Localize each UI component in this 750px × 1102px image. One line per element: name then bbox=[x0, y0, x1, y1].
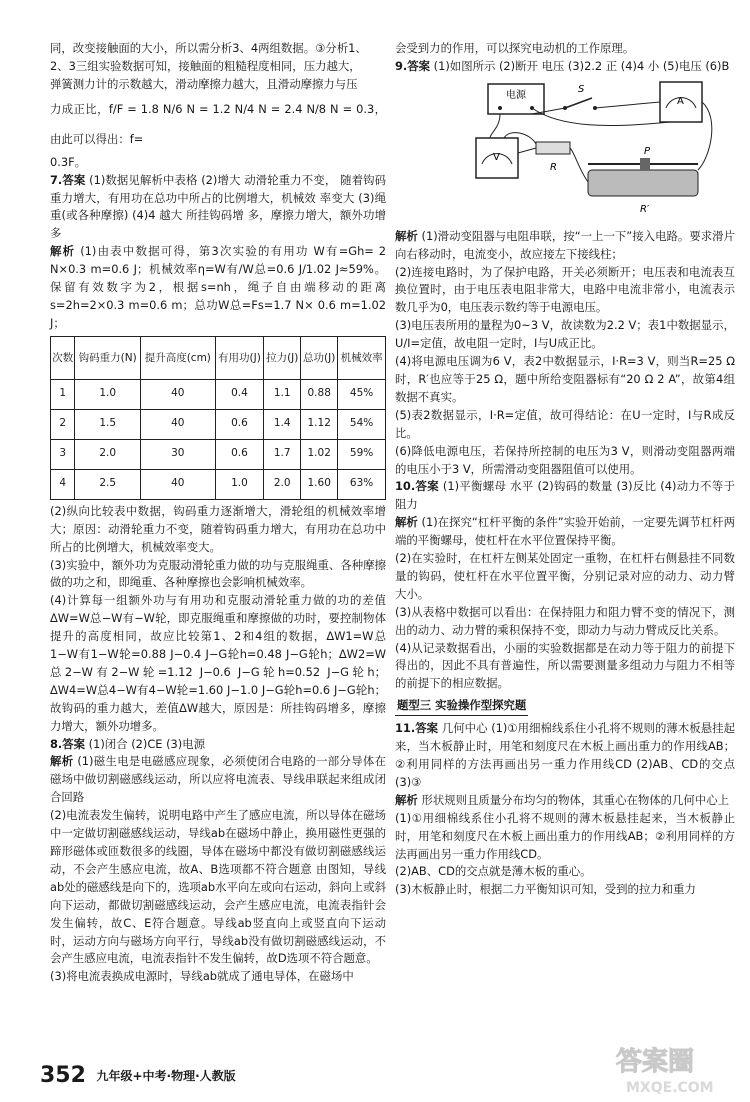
rheostat-label: R′ bbox=[640, 203, 650, 215]
table-cell: 1.4 bbox=[264, 409, 301, 439]
text-line: 会受到力的作用，可以探究电动机的工作原理。 bbox=[395, 41, 635, 55]
q11-analysis-4: (3)木板静止时，根据二力平衡知识可知，受到的拉力和重力 bbox=[395, 882, 696, 897]
q9-answer-text: (1)如图所示 (2)断开 电压 (3)2.2 正 (4)4 小 (5)电压 (6)B bbox=[433, 58, 730, 73]
table-cell: 63% bbox=[338, 469, 386, 499]
q11-analysis bbox=[395, 792, 735, 810]
table-header: 机械效率 bbox=[338, 336, 386, 379]
power-label: 电源 bbox=[506, 89, 526, 101]
rheostat-icon bbox=[588, 170, 698, 196]
analysis-label: 解析 bbox=[50, 244, 76, 259]
ammeter-label: A bbox=[677, 95, 684, 107]
q10-analysis-3: (3)从表格中数据可以看出：在保持阻力和阻力臂不变的情况下，测出的动力、动力臂的乘积保持不变，即动力与动力臂成反比关系。 bbox=[395, 604, 735, 637]
q8-label: 8.答案 bbox=[50, 736, 86, 751]
table-cell: 4 bbox=[51, 469, 75, 499]
q9-analysis-3: (3)电压表所用的量程为0~3 V，故读数为2.2 V；表1中数据显示，U/I=定值，故电阻一定时，I与U成正比。 bbox=[395, 318, 735, 351]
text-line: 0.3F。 bbox=[50, 154, 87, 169]
q7-answer-line: (1)数据见解析中表格 (2)增大 动滑轮重力不变， bbox=[89, 172, 337, 187]
slider-label: P bbox=[644, 145, 651, 157]
text-line: 2、3三组实验数据可知，接触面的粗糙程度相同，压力越大， bbox=[50, 58, 361, 73]
q10-label: 10.答案 bbox=[395, 479, 439, 494]
left-column bbox=[50, 40, 386, 986]
table-cell: 40 bbox=[141, 379, 216, 409]
analysis-text: 0.6 m=1.02 J； bbox=[50, 297, 386, 330]
table-cell: 40 bbox=[141, 469, 216, 499]
text-line: 同，改变接触面的大小，所以需分析3、4两组数据。③分析1、 bbox=[50, 41, 367, 55]
analysis-text: (1)由表中数据可得，第3次实验的有用功 W有=Gh= bbox=[80, 244, 374, 259]
right-column bbox=[395, 40, 735, 899]
table-row bbox=[51, 469, 386, 499]
table-cell: 1 bbox=[51, 379, 75, 409]
table-row bbox=[51, 379, 386, 409]
switch-label: S bbox=[578, 83, 585, 95]
q7-answer-line: 随着钩码重力增大，有用功在总功中所占的比例增大，机械效 bbox=[50, 172, 386, 205]
page-number: 352 bbox=[40, 1063, 86, 1088]
q7-answer-line: 率变大 (3)绳重(或各种摩擦) (4)4 越大 所挂钩码增 bbox=[50, 190, 386, 223]
table-cell: 1.7 bbox=[264, 439, 301, 469]
analysis-text: (1)在探究“杠杆平衡的条件”实验开始前，一定要先调节杠杆两端的平衡螺母，使杠杆在水平位置保持平衡。 bbox=[395, 515, 735, 548]
q10-analysis bbox=[395, 514, 735, 550]
analysis-text: (1)磁生电是电磁感应现象，必须使闭合电路的一部分导体在磁场中做切割磁感线运动，所以应将电流表、导线串联起来组成闭合回路 bbox=[50, 754, 386, 805]
table-header: 总功(J) bbox=[301, 336, 338, 379]
table-cell: 2 bbox=[51, 409, 75, 439]
q7-analysis-3: (3)实验中，额外功为克服动滑轮重力做的功与克服绳重、各种摩擦做的功之和，即绳重、各种摩擦也会影响机械效率。 bbox=[50, 557, 386, 590]
q9-analysis-2: (2)连接电路时，为了保护电路，开关必须断开；电压表和电流表互换位置时，由于电压表电阻非常大，电路中电流非常小，电流表示数几乎为0，电压表示数约等于电源电压。 bbox=[395, 264, 735, 315]
q9-label: 9.答案 bbox=[395, 58, 431, 73]
q7-answer-line: 多，摩擦力增大，额外功增多 bbox=[50, 208, 386, 241]
q10-analysis-4: (4)从记录数据看出，小丽的实验数据都是在动力等于阻力的前提下得出的，因此不具有普遍性，所以需要测量多组动力与阻力不相等的前提下的相应数据。 bbox=[395, 640, 735, 691]
q7-analysis bbox=[50, 243, 386, 333]
switch-icon bbox=[565, 98, 592, 108]
analysis-text: 保留有效数字为2，根据s=nh，绳子自由端移动的距离s=2h=2×0.3 m=0.6 m；总功W总=Fs=1.7 N× bbox=[50, 280, 386, 312]
q9-answer bbox=[395, 58, 735, 76]
analysis-label: 解析 bbox=[50, 754, 74, 769]
table-cell: 0.88 bbox=[301, 379, 338, 409]
q9-analysis-6: (6)降低电源电压，若保持所控制的电压为3 V，则滑动变阻器两端的电压小于3 V，所需滑动变阻器阻值可以使用。 bbox=[395, 443, 735, 476]
table-header: 次数 bbox=[51, 336, 75, 379]
table-cell: 30 bbox=[141, 439, 216, 469]
table-header: 拉力(J) bbox=[264, 336, 301, 379]
table-header: 钩码重力(N) bbox=[75, 336, 141, 379]
table-header: 有用功(J) bbox=[215, 336, 264, 379]
table-cell: 1.0 bbox=[75, 379, 141, 409]
watermark-logo bbox=[612, 1040, 742, 1098]
q8-analysis bbox=[50, 753, 386, 807]
q10-answer-text: (1)平衡螺母 水平 (2)钩码的数量 (3)反比 (4)动力不等于阻力 bbox=[395, 479, 736, 512]
table-header-row bbox=[51, 336, 386, 379]
resistor-label: R bbox=[550, 161, 557, 173]
q11-answer-text: 几何中心 (1)①用细棉线系住小孔将不规则的薄木板悬挂起来，当木板静止时，用笔和刻度尺在木板上画出重力的作用线AB；②利用同样的方法再画出另一重力作用线CD (2)AB、CD的交点 (3)③ bbox=[395, 721, 736, 789]
q10-answer bbox=[395, 478, 735, 514]
table-cell: 59% bbox=[338, 439, 386, 469]
circuit-diagram bbox=[470, 78, 730, 218]
data-table bbox=[50, 336, 386, 500]
voltmeter-label: V bbox=[493, 151, 500, 163]
table-cell: 45% bbox=[338, 379, 386, 409]
table-cell: 1.1 bbox=[264, 379, 301, 409]
analysis-text: 形状规则且质量分布均匀的物体，其重心在物体的几何中心上 bbox=[421, 792, 729, 807]
table-header: 提升高度(cm) bbox=[141, 336, 216, 379]
q11-analysis-3: (2)AB、CD的交点就是薄木板的重心。 bbox=[395, 864, 592, 879]
table-cell: 2.5 bbox=[75, 469, 141, 499]
q8-answer-text: (1)闭合 (2)CE (3)电源 bbox=[88, 736, 206, 751]
analysis-text: 2 N×0.3 m=0.6 J；机械效率η=W有/W总=0.6 J/1.02 J≈59%。 bbox=[50, 244, 386, 277]
q7-answer bbox=[50, 172, 386, 244]
table-cell: 40 bbox=[141, 409, 216, 439]
q11-answer bbox=[395, 720, 735, 792]
q8-analysis-3: (3)将电流表换成电源时，导线ab就成了通电导体，在磁场中 bbox=[50, 969, 354, 984]
table-row bbox=[51, 409, 386, 439]
q8-answer bbox=[50, 736, 386, 754]
table-cell: 54% bbox=[338, 409, 386, 439]
text-line: 弹簧测力计的示数越大，滑动摩擦力越大，且滑动摩擦力与压 bbox=[50, 76, 358, 91]
table-cell: 1.02 bbox=[301, 439, 338, 469]
table-cell: 1.12 bbox=[301, 409, 338, 439]
table-cell: 0.6 bbox=[215, 439, 264, 469]
q11-label: 11.答案 bbox=[395, 721, 439, 736]
analysis-label: 解析 bbox=[395, 792, 418, 807]
table-cell: 3 bbox=[51, 439, 75, 469]
table-row bbox=[51, 439, 386, 469]
table-cell: 1.0 bbox=[215, 469, 264, 499]
table-cell: 2.0 bbox=[75, 439, 141, 469]
analysis-label: 解析 bbox=[395, 228, 418, 243]
q9-analysis-5: (5)表2数据显示，I·R=定值，故可得结论：在U一定时，I与R成反比。 bbox=[395, 407, 735, 440]
table-cell: 1.5 bbox=[75, 409, 141, 439]
watermark-url: MXQE.COM bbox=[626, 1080, 714, 1096]
q9-analysis-4: (4)将电源电压调为6 V，表2中数据显示，I·R=3 V，则当R=25 Ω时，R′也应等于25 Ω，题中所给变阻器标有“20 Ω 2 A”，故第4组数据不真实。 bbox=[395, 354, 735, 404]
table-cell: 0.6 bbox=[215, 409, 264, 439]
q8-analysis-2: (2)电流表发生偏转，说明电路中产生了感应电流，所以导体在磁场中一定做切割磁感线运动，导线ab在磁场中静止，换用磁性更强的蹄形磁体或匝数很多的线圈，导体在磁场中都没有做切割磁感线运动，不会产生感应电流，故A、B选项都不符合题意 由图知，导线ab处的磁感线是向下的，选项ab水平向左或向右运动，斜向上或斜向下运动，都做切割磁感线运动，会产生感应电流，电流表指针会发生偏转，故C、E符合题意。导线ab竖直向上或竖直向下运动时，运动方向与磁场方向平行，导线ab没有做切割磁感线运动，不会产生感应电流，电流表指针不发生偏转，故D选项不符合题意。 bbox=[50, 808, 386, 966]
q7-analysis-2: (2)纵向比较表中数据，钩码重力逐渐增大，滑轮组的机械效率增大；原因：动滑轮重力不变，随着钩码重力增大，有用功在总功中所占的比例增大，机械效率变大。 bbox=[50, 503, 386, 554]
analysis-label: 解析 bbox=[395, 515, 418, 530]
table-cell: 1.60 bbox=[301, 469, 338, 499]
analysis-text: (1)滑动变阻器与电阻串联，按“一上一下”接入电路。要求滑片向右移动时，电流变小，故应接左下接线柱； bbox=[395, 228, 735, 261]
watermark-text: 答案圈 bbox=[616, 1047, 695, 1077]
resistor-icon bbox=[536, 142, 570, 154]
q7-analysis-4: (4)计算每一组额外功与有用功和克服动滑轮重力做的功的差值 ΔW=W总−W有−W轮，即克服绳重和摩擦做的功时，要控制物体提升的高度相同，故应比较第1、2和4组的数据，ΔW1=W总1−W有1−W轮=0.88 J−0.4 J−G轮h=0.48 J−G轮h；ΔW2=W总2−W有2−W轮=1.12 J−0.6 J−G轮h=0.52 J−G轮h；ΔW4=W总4−W有4−W轮=1.60 J−1.0 J−G轮h=0.6 J−G轮h；故钩码的重力越大，差值ΔW越大，原因是：所挂钩码增多，摩擦力增大，额外功增多。 bbox=[50, 593, 386, 733]
book-label: 九年级+中考·物理·人教版 bbox=[96, 1069, 236, 1083]
q10-analysis-2: (2)在实验时，在杠杆左侧某处固定一重物，在杠杆右侧悬挂不同数量的钩码，使杠杆在水平位置平衡，分别记录对应的动力、动力臂大小。 bbox=[395, 551, 735, 601]
page-footer bbox=[40, 1063, 236, 1088]
table-cell: 0.4 bbox=[215, 379, 264, 409]
q11-analysis-2: (1)①用细棉线系住小孔将不规则的薄木板悬挂起来，当木板静止时，用笔和刻度尺在木板上画出重力的作用线AB；②利用同样的方法再画出另一重力作用线CD。 bbox=[395, 810, 735, 861]
text-line: 力成正比，f/F = 1.8 N/6 N = 1.2 N/4 N = 2.4 N/8 N = 0.3，由此可以得出：f= bbox=[50, 101, 386, 146]
section-heading: 题型三 实验操作型探究题 bbox=[395, 697, 528, 716]
q7-label: 7.答案 bbox=[50, 172, 86, 187]
q9-analysis bbox=[395, 228, 735, 264]
table-cell: 2.0 bbox=[264, 469, 301, 499]
